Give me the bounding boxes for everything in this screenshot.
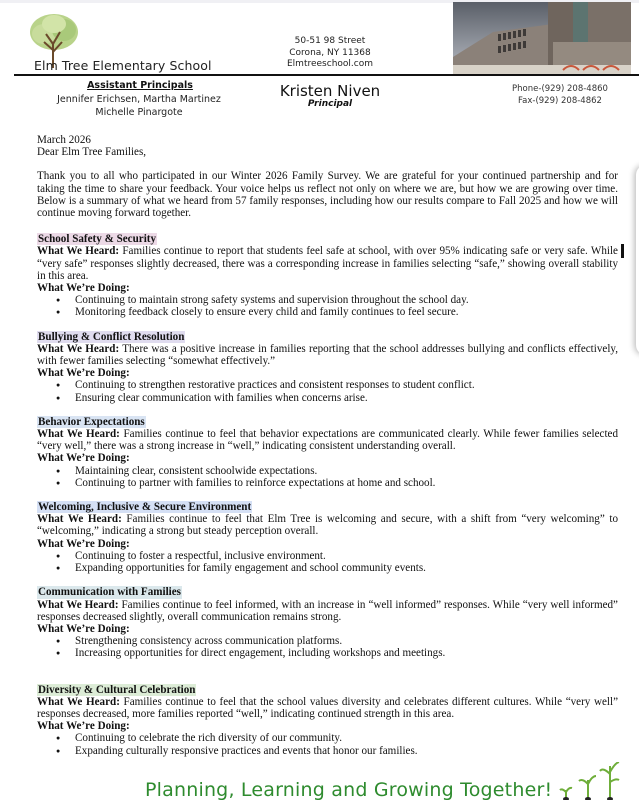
section-diversity (37, 684, 618, 757)
address-street: 50-51 98 Street (294, 36, 366, 46)
what-we-heard (37, 696, 618, 720)
list-item: ● Strengthening consistency across communication platforms. (37, 635, 618, 647)
sprouts-icon (554, 762, 624, 800)
doing-list (37, 379, 618, 403)
heard-label: What We Heard: (37, 695, 120, 708)
letter-greeting: Dear Elm Tree Families, (37, 146, 147, 159)
school-address (260, 36, 400, 71)
list-item: ● Continuing to maintain strong safety systems and supervision throughout the school day. (37, 294, 618, 306)
what-we-heard (37, 513, 618, 537)
heard-label: What We Heard: (37, 513, 122, 526)
what-we-heard (37, 343, 618, 367)
doing-list (37, 550, 618, 574)
contact-info (485, 84, 635, 107)
heard-label: What We Heard: (37, 342, 120, 355)
letterhead-divider (14, 74, 639, 76)
phone-number: Phone-(929) 208-4860 (512, 84, 608, 94)
doing-list (37, 294, 618, 318)
assistant-principals-names (14, 93, 264, 119)
assistant-principals-line2: Michelle Pinargote (95, 107, 183, 118)
heard-label: What We Heard: (37, 245, 120, 258)
doing-label: What We’re Doing: (37, 452, 130, 465)
heard-text: Families continue to report that students feel safe at school, with over 95% indicating safe or very safe. While “very safe” responses slightly decreased, there was a corresponding increase in families selecting “safe,” showing overall stability in this area. (37, 245, 618, 282)
doing-list (37, 465, 618, 489)
section-behavior (37, 416, 618, 489)
list-item: ● Continuing to foster a respectful, inclusive environment. (37, 550, 618, 562)
heard-text: Families continue to feel that Elm Tree is welcoming and secure, with a shift from “very welcoming” to “welcoming,” indicating a strong but steady perception overall. (37, 513, 618, 538)
letter-body (37, 134, 618, 757)
list-item: ● Expanding opportunities for family engagement and school community events. (37, 562, 618, 574)
doing-label: What We’re Doing: (37, 537, 130, 550)
heard-text: Families continue to feel informed, with an increase in “well informed” responses. While “very well informed” responses decreased slightly, overall communication remains strong. (37, 598, 618, 623)
school-building-photo (453, 2, 631, 74)
doing-label: What We’re Doing: (37, 720, 130, 733)
principal-title: Principal (307, 99, 353, 109)
letter-date: March 2026 (37, 134, 91, 146)
assistant-principals-heading: Assistant Principals (87, 80, 193, 91)
address-city: Corona, NY 11368 (289, 47, 371, 58)
doing-label: What We’re Doing: (37, 622, 130, 635)
letter-intro: Thank you to all who participated in our Winter 2026 Family Survey. We are grateful for your continued partnership and for taking the time to share your feedback. Your voice helps us reflect not only on where we are, but how we are growing over time. Below is a summary of what we heard from 57 family responses, including how our results compare to Fall 2025 and how we will continue moving forward together. (37, 170, 618, 220)
doing-label: What We’re Doing: (37, 367, 130, 380)
list-item: ● Continuing to strengthen restorative practices and consistent responses to student conflict. (37, 379, 618, 391)
text-cursor (621, 244, 624, 258)
section-title: Behavior Expectations (38, 415, 145, 428)
assistant-principals-line1: Jennifer Erichsen, Martha Martinez (57, 94, 221, 105)
section-title: Diversity & Cultural Celebration (38, 683, 196, 696)
section-title: School Safety & Security (38, 233, 157, 246)
section-title: Welcoming, Inclusive & Secure Environment (38, 501, 252, 514)
heard-label: What We Heard: (37, 598, 119, 611)
school-name: Elm Tree Elementary School (34, 58, 212, 73)
list-item: ● Expanding culturally responsive practices and events that honor our families. (37, 745, 618, 757)
fax-number: Fax-(929) 208-4862 (518, 95, 602, 106)
list-item: ● Ensuring clear communication with families when concerns arise. (37, 392, 618, 404)
list-item: ● Monitoring feedback closely to ensure every child and family continues to feel secure. (37, 306, 618, 318)
doing-list (37, 635, 618, 659)
section-bullying (37, 331, 618, 404)
footer-slogan: Planning, Learning and Growing Together! (145, 779, 553, 801)
heard-text: Families continue to feel that behavior expectations are communicated clearly. While fewer families selected “very well,” there was a strong increase in “well,” indicating consistent understanding overall. (37, 428, 618, 453)
what-we-heard (37, 245, 618, 282)
section-welcoming (37, 501, 618, 574)
section-communication (37, 586, 618, 659)
heard-text: There was a positive increase in families reporting that the school addresses bullying and conflicts effectively, with fewer families selecting “somewhat effectively.” (37, 342, 618, 368)
section-title: Communication with Families (38, 586, 181, 599)
what-we-heard (37, 428, 618, 452)
list-item: ● Continuing to partner with families to reinforce expectations at home and school. (37, 477, 618, 489)
principal-name: Kristen Niven (279, 82, 381, 100)
section-school-safety (37, 233, 618, 318)
doing-list (37, 732, 618, 756)
heard-label: What We Heard: (37, 428, 120, 441)
section-title: Bullying & Conflict Resolution (38, 330, 185, 343)
list-item: ● Increasing opportunities for direct engagement, including workshops and meetings. (37, 647, 618, 659)
doing-label: What We’re Doing: (37, 282, 130, 295)
heard-text: Families continue to feel that the school values diversity and celebrates different cultures. While “very well” responses decreased, more families reported “well,” indicating continued strength in this area. (37, 695, 618, 720)
what-we-heard (37, 599, 618, 623)
school-website: Elmtreeschool.com (287, 59, 373, 69)
list-item: ● Continuing to celebrate the rich diversity of our community. (37, 732, 618, 744)
list-item: ● Maintaining clear, consistent schoolwide expectations. (37, 465, 618, 477)
